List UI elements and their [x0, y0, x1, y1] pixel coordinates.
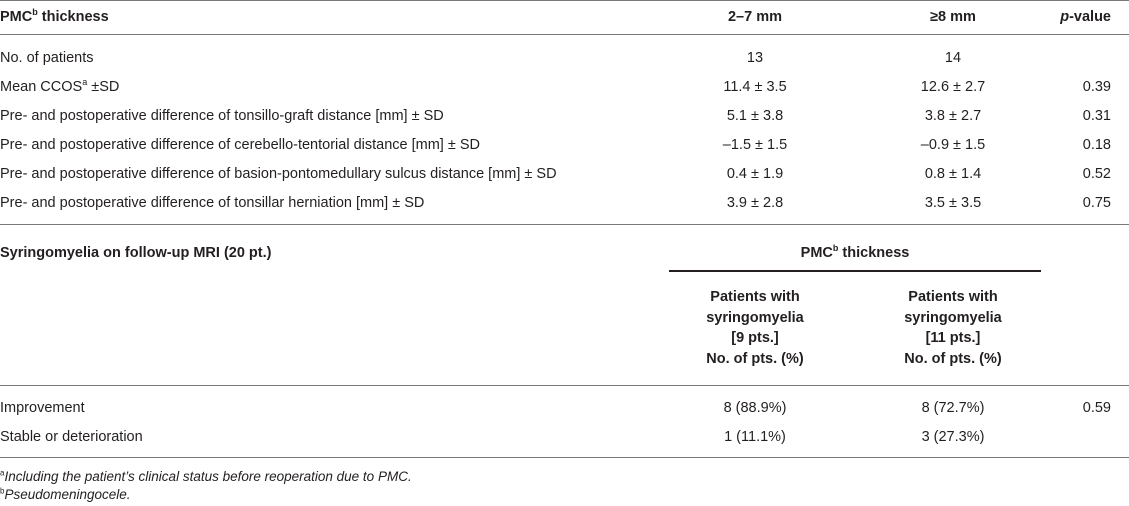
header-pmc-sup: b: [32, 7, 38, 18]
col-b-line: No. of pts. (%): [904, 350, 1002, 367]
header-col-8mm: ≥8 mm: [930, 9, 976, 25]
footnote-b-text: Pseudomeningocele.: [4, 487, 131, 502]
col-a-line: syringomyelia: [706, 309, 804, 326]
row-value-b: 12.6 ± 2.7: [920, 79, 986, 95]
col-b-line: [11 pts.]: [925, 330, 981, 346]
row-label: Pre- and postoperative difference of tonsillar herniation [mm] ± SD: [0, 195, 425, 211]
header-col-2-7mm: 2–7 mm: [727, 9, 782, 25]
group-thickness-text: thickness: [838, 245, 910, 261]
row-value-b: 0.8 ± 1.4: [924, 166, 982, 182]
row-label-sup: a: [82, 77, 88, 88]
row-value-b: 14: [944, 50, 962, 66]
row-label: Stable or deterioration: [0, 429, 143, 445]
row-value-b: 8 (72.7%): [921, 400, 985, 416]
row-value-a: 0.4 ± 1.9: [726, 166, 784, 182]
row-value-a: –1.5 ± 1.5: [722, 137, 788, 153]
row-p-value: 0.18: [1082, 137, 1111, 153]
col-a-line: Patients with: [710, 289, 800, 305]
table2-header-rule: [0, 385, 1129, 386]
group-pmc-sup: b: [832, 243, 839, 254]
row-value-a: 5.1 ± 3.8: [726, 108, 784, 124]
col-b-line: syringomyelia: [904, 309, 1002, 326]
row-value-b: 3.8 ± 2.7: [924, 108, 982, 124]
group-pmc-text: PMC: [800, 245, 833, 261]
row-label-suffix: ±SD: [87, 79, 120, 95]
row-label: Pre- and postoperative difference of basion-pontomedullary sulcus distance [mm] ± SD: [0, 166, 557, 182]
row-value-b: 3 (27.3%): [921, 429, 985, 445]
row-p-value: 0.75: [1082, 195, 1111, 211]
row-label: Pre- and postoperative difference of tonsillo-graft distance [mm] ± SD: [0, 108, 444, 124]
row-value-a: 13: [746, 50, 764, 66]
row-value-a: 3.9 ± 2.8: [726, 195, 784, 211]
footnote-a: [0, 469, 412, 485]
header-pmc-text: PMC: [0, 9, 33, 25]
group-header-rule: [669, 270, 1041, 272]
row-p-value: 0.59: [1082, 400, 1111, 416]
group-header-pmc-thickness: [669, 245, 1041, 262]
header-rule: [0, 34, 1129, 35]
row-label: No. of patients: [0, 50, 94, 66]
col-a-line: [9 pts.]: [731, 330, 779, 346]
col-a-line: No. of pts. (%): [706, 350, 804, 367]
header-p-italic: p: [1060, 9, 1070, 25]
row-value-a: 1 (11.1%): [724, 429, 786, 445]
row-value-b: –0.9 ± 1.5: [920, 137, 986, 153]
row-p-value: 0.31: [1082, 108, 1111, 124]
footnote-b: [0, 487, 131, 503]
row-value-b: 3.5 ± 3.5: [924, 195, 982, 211]
header-pmc-thickness: [0, 9, 109, 26]
top-rule: [0, 0, 1129, 1]
header-thickness-text: thickness: [37, 9, 109, 25]
section-rule: [0, 224, 1129, 225]
row-p-value: 0.52: [1082, 166, 1111, 182]
footnote-a-marker: a: [0, 468, 5, 478]
row-label: Improvement: [0, 400, 85, 416]
header-p-value: [1000, 9, 1111, 26]
row-label-prefix: Mean CCOS: [0, 79, 83, 95]
row-p-value: 0.39: [1082, 79, 1111, 95]
row-value-a: 11.4 ± 3.5: [723, 79, 787, 95]
column-header-9pts: [695, 287, 815, 369]
footnote-b-marker: b: [0, 486, 5, 496]
syringomyelia-title: Syringomyelia on follow-up MRI (20 pt.): [0, 245, 272, 261]
column-header-11pts: [893, 287, 1013, 369]
row-label: Pre- and postoperative difference of cerebello-tentorial distance [mm] ± SD: [0, 137, 480, 153]
bottom-rule: [0, 457, 1129, 458]
header-p-rest: -value: [1069, 9, 1111, 25]
footnote-a-text: Including the patient’s clinical status before reoperation due to PMC.: [4, 469, 412, 484]
row-value-a: 8 (88.9%): [723, 400, 787, 416]
row-label: [0, 79, 119, 96]
col-b-line: Patients with: [908, 289, 998, 305]
